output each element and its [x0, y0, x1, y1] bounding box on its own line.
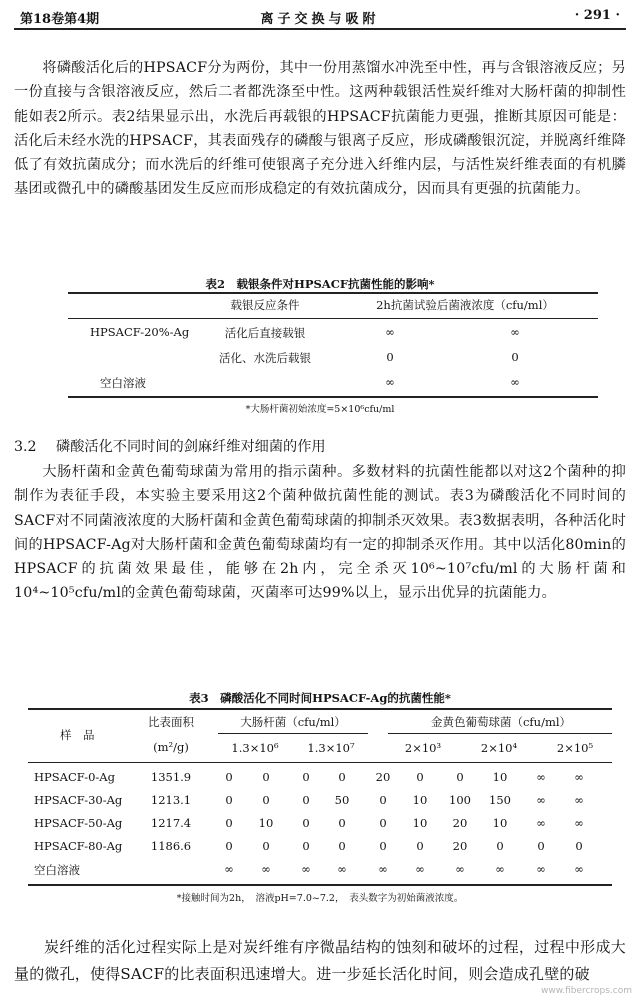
table3-value: 0: [302, 770, 310, 784]
table3-value: ∞: [301, 862, 311, 876]
table3-value: ∞: [574, 816, 584, 830]
table3-area: 1217.4: [150, 816, 192, 830]
table3-value: ∞: [415, 862, 425, 876]
table2-top-rule: [68, 292, 598, 294]
table3-value: 0: [496, 839, 504, 853]
table2-caption: 表2 载银条件对HPSACF抗菌性能的影响*: [205, 277, 435, 291]
table3-value: ∞: [574, 862, 584, 876]
table3-value: 0: [537, 839, 545, 853]
table3-value: 0: [225, 793, 233, 807]
table3-value: 0: [379, 793, 387, 807]
table3-top-rule: [28, 708, 612, 710]
table2-condition: 活化、水洗后载银: [219, 351, 311, 365]
table3-note: *接触时间为2h， 溶液pH=7.0~7.2， 表头数字为初始菌液浓度。: [176, 893, 464, 904]
table3-value: ∞: [536, 793, 546, 807]
table3-value: ∞: [261, 862, 271, 876]
table3-value: 0: [225, 839, 233, 853]
table3-area: 1186.6: [150, 839, 192, 853]
table3-value: ∞: [574, 793, 584, 807]
table3-value: ∞: [495, 862, 505, 876]
table3-value: 0: [416, 839, 424, 853]
table3-header-area: 比表面积: [148, 715, 194, 729]
table3-group-saureus: 金黄色葡萄球菌（cfu/ml）: [430, 715, 572, 729]
page-number: · 291 ·: [574, 8, 620, 23]
table3-value: ∞: [536, 816, 546, 830]
table3-value: 0: [379, 816, 387, 830]
table3-value: 150: [489, 793, 511, 807]
table2-note: *大肠杆菌初始浓度=5×10⁶cfu/ml: [245, 404, 395, 415]
table3-value: 0: [456, 770, 464, 784]
table3-value: 0: [302, 839, 310, 853]
issue-label: 第18卷第4期: [20, 12, 100, 27]
table3-value: ∞: [574, 770, 584, 784]
table3-value: 10: [258, 816, 274, 830]
table3-value: 50: [334, 793, 350, 807]
section-heading: [14, 436, 326, 456]
table3-value: 20: [452, 816, 468, 830]
table2-value: 0: [511, 350, 519, 364]
table3-value: 0: [262, 770, 270, 784]
table3-sample: HPSACF-80-Ag: [34, 839, 123, 853]
table2-value: ∞: [385, 375, 395, 389]
running-header: [14, 4, 626, 28]
table3-value: 0: [575, 839, 583, 853]
table3-value: 10: [412, 816, 428, 830]
table2-bottom-rule: [68, 396, 598, 398]
table3-sample: HPSACF-50-Ag: [34, 816, 123, 830]
table3-value: ∞: [337, 862, 347, 876]
paragraph-2: 大肠杆菌和金黄色葡萄球菌为常用的指示菌种。多数材料的抗菌性能都以对这2个菌种的抑制作为表征手段，本实验主要采用这2个菌种做抗菌性能的测试。表3为磷酸活化不同时间的SACF对不同菌液浓度的大肠杆菌和金黄色葡萄球菌的抑制杀灭效果。表3数据表明，各种活化时间的HPSACF-Ag对大肠杆菌和金黄色葡萄球菌均有一定的抑制杀灭作用。其中以活化80min的HPSACF的抗菌效果最佳，能够在2h内，完全杀灭10⁶~10⁷cfu/ml的大肠杆菌和10⁴~10⁵cfu/ml的金黄色葡萄球菌，灭菌率可达99%以上，显示出优异的抗菌能力。: [14, 464, 626, 602]
table2-header-condition: 载银反应条件: [230, 298, 300, 312]
table2-header-result: 2h抗菌试验后菌液浓度（cfu/ml）: [376, 298, 554, 312]
paragraph-3: 炭纤维的活化过程实际上是对炭纤维有序微晶结构的蚀刻和破坏的过程，过程中形成大量的微孔，使得SACF的比表面积迅速增大。进一步延长活化时间，则会造成孔壁的破: [14, 938, 626, 983]
table3-bottom-rule: [28, 884, 612, 886]
table3-group-ecoli: 大肠杆菌（cfu/ml）: [240, 715, 346, 729]
table3-sub-header: 1.3×10⁶: [231, 741, 279, 755]
table3-value: 10: [412, 793, 428, 807]
table2-value: ∞: [510, 375, 520, 389]
table2-sample: HPSACF-20%-Ag: [90, 325, 190, 339]
journal-title: 离子交换与吸附: [260, 12, 380, 27]
table3-area: 1213.1: [150, 793, 192, 807]
section-title: 磷酸活化不同时间的剑麻纤维对细菌的作用: [56, 439, 326, 455]
table3-sample: 空白溶液: [34, 863, 80, 877]
table3-value: ∞: [536, 862, 546, 876]
table3-sample: HPSACF-30-Ag: [34, 793, 123, 807]
table3-value: 0: [338, 839, 346, 853]
table3-value: 10: [492, 770, 508, 784]
table3-value: ∞: [536, 770, 546, 784]
table3-group-ecoli-rule: [218, 733, 368, 734]
table3-value: 10: [492, 816, 508, 830]
table3-sub-header: 2×10⁵: [556, 741, 594, 755]
table3-value: 0: [416, 770, 424, 784]
watermark: www.fibercrops.com: [541, 986, 632, 996]
section-number: 3.2: [14, 439, 37, 455]
table3-header-sample: 样 品: [60, 728, 95, 742]
paragraph-1: 将磷酸活化后的HPSACF分为两份，其中一份用蒸馏水冲洗至中性，再与含银溶液反应；另一份直接与含银溶液反应，然后二者都洗涤至中性。这两种载银活性炭纤维对大肠杆菌的抑制性能如表2所示。表2结果显示出，水洗后再载银的HPSACF抗菌能力更强，推断其原因可能是：活化后未经水洗的HPSACF，其表面残存的磷酸与银离子反应，形成磷酸银沉淀，并脱离纤维降低了有效抗菌成分；而水洗后的纤维可使银离子充分进入纤维内层，与活性炭纤维表面的有机膦基团或微孔中的磷酸基团发生反应而形成稳定的有效抗菌成分，因而具有更强的抗菌能力。: [14, 60, 626, 198]
header-rule: [14, 28, 626, 30]
table3-value: 0: [338, 816, 346, 830]
table3-value: ∞: [378, 862, 388, 876]
table3-value: 0: [379, 839, 387, 853]
table3-sample: HPSACF-0-Ag: [34, 770, 115, 784]
table3-value: 0: [302, 816, 310, 830]
table3-value: 0: [262, 839, 270, 853]
table3-value: ∞: [224, 862, 234, 876]
table2-value: ∞: [510, 325, 520, 339]
table3-area: 1351.9: [150, 770, 192, 784]
table3-value: 0: [338, 770, 346, 784]
table3-value: ∞: [455, 862, 465, 876]
table3-sub-header: 2×10⁴: [480, 741, 518, 755]
table3-value: 20: [375, 770, 391, 784]
table3-caption: 表3 磷酸活化不同时间HPSACF-Ag的抗菌性能*: [189, 691, 451, 705]
table3-group-saureus-rule: [388, 733, 612, 734]
table2-value: 0: [386, 350, 394, 364]
table3-value: 0: [225, 816, 233, 830]
table2-header-rule: [68, 318, 598, 319]
table3-header-area-unit: (m²/g): [153, 740, 189, 754]
table2-sample: 空白溶液: [100, 376, 146, 390]
table3-value: 20: [452, 839, 468, 853]
table3-value: 0: [262, 793, 270, 807]
table3-value: 0: [225, 770, 233, 784]
table3-header-rule: [28, 762, 612, 763]
table3-value: 100: [449, 793, 471, 807]
table3-sub-header: 2×10³: [404, 741, 442, 755]
table2-value: ∞: [385, 325, 395, 339]
table3-sub-header: 1.3×10⁷: [307, 741, 355, 755]
table3-value: 0: [302, 793, 310, 807]
table2-condition: 活化后直接载银: [224, 326, 306, 340]
